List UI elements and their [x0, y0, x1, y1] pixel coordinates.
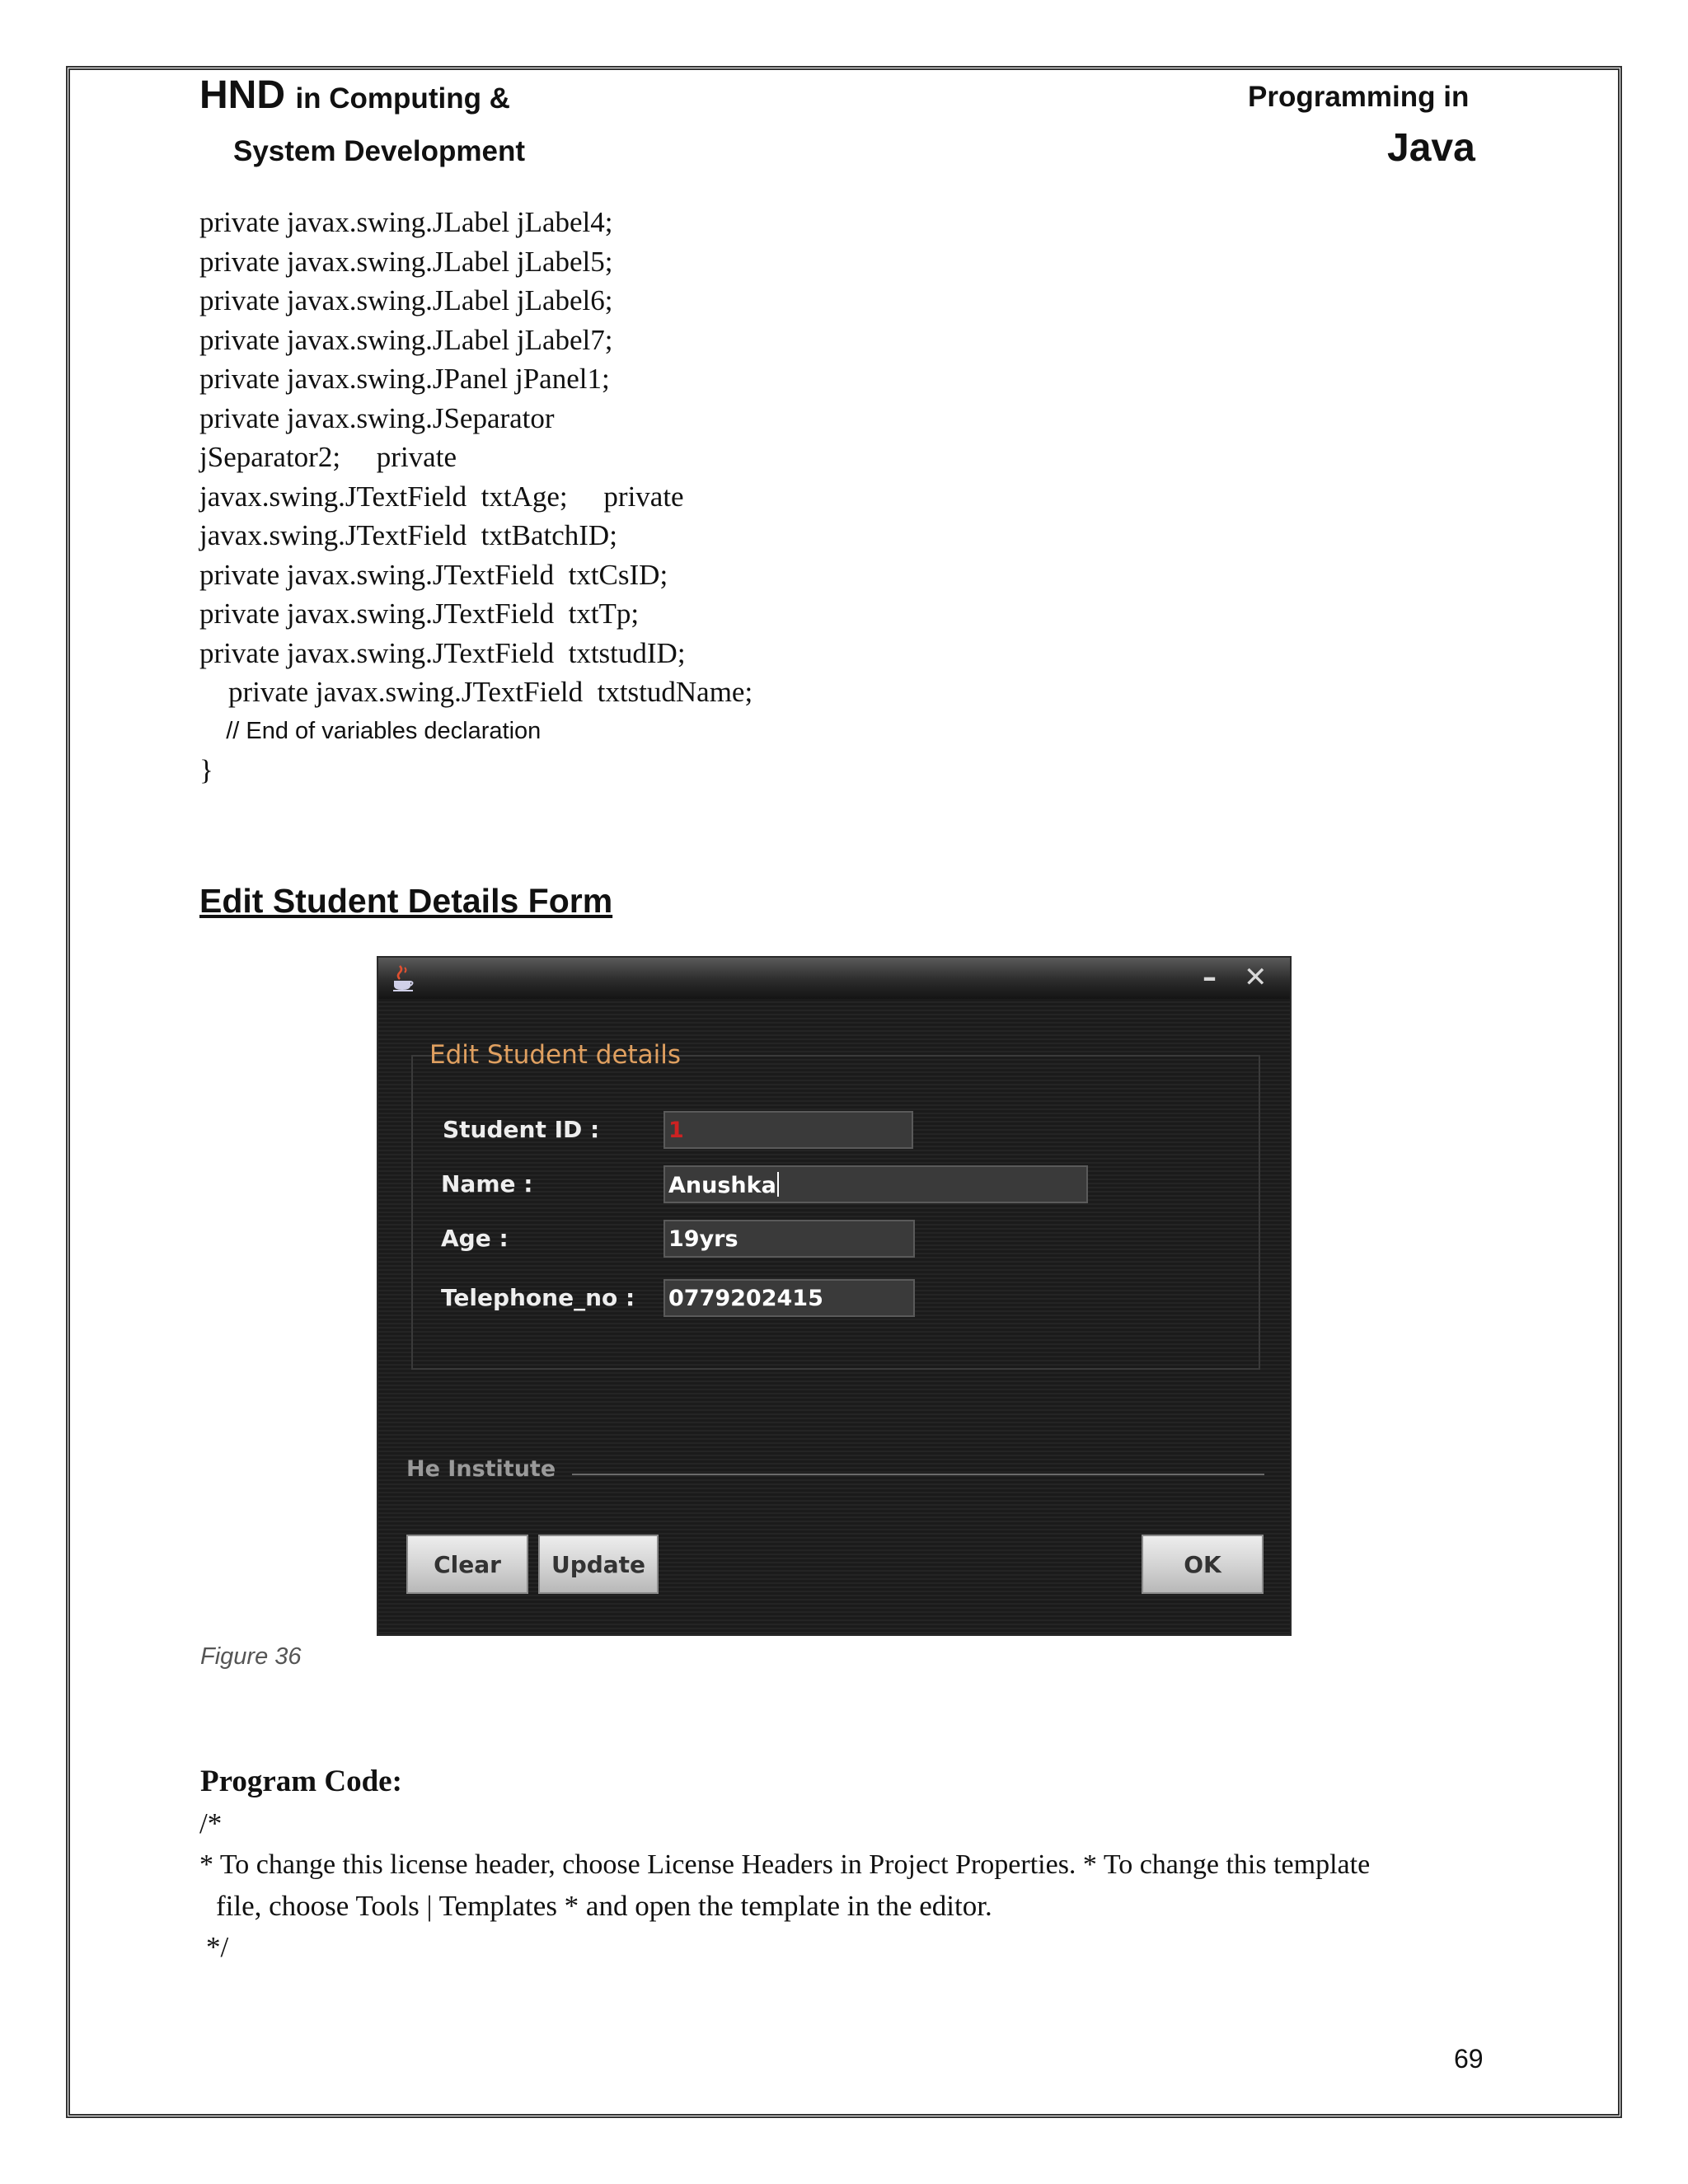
- name-label: Name :: [441, 1170, 533, 1197]
- code-comment: // End of variables declaration: [199, 717, 542, 744]
- window-titlebar[interactable]: [378, 958, 1290, 999]
- code-line: private javax.swing.JSeparator: [199, 401, 555, 434]
- section-title: Edit Student Details Form: [199, 882, 613, 920]
- code-line: javax.swing.JTextField txtBatchID;: [199, 519, 617, 551]
- telephone-field[interactable]: 0779202415: [663, 1279, 915, 1317]
- page-number: 69: [1454, 2044, 1484, 2074]
- program-code-line: /*: [199, 1807, 223, 1840]
- age-label: Age :: [441, 1225, 509, 1252]
- program-code-title: Program Code:: [200, 1765, 402, 1798]
- code-line: private javax.swing.JTextField txtstudName;: [199, 676, 753, 708]
- header-course: in Computing &: [295, 82, 510, 115]
- program-code-line: * To change this license header, choose License Headers in Project Properties. * To change this template: [199, 1849, 1371, 1880]
- code-line: private javax.swing.JTextField txtTp;: [199, 598, 640, 630]
- program-code-body: [199, 1803, 1518, 1968]
- program-code-line: file, choose Tools | Templates * and open the template in the editor.: [216, 1890, 992, 1922]
- clear-button[interactable]: Clear: [406, 1535, 528, 1594]
- header-hnd: HND: [199, 73, 285, 117]
- institute-separator: [572, 1474, 1264, 1475]
- code-line: }: [199, 754, 213, 786]
- code-line: private javax.swing.JTextField txtCsID;: [199, 558, 668, 591]
- student-id-field[interactable]: 1: [663, 1111, 913, 1149]
- header-left-line1: [199, 73, 510, 118]
- age-field[interactable]: 19yrs: [663, 1220, 915, 1258]
- code-line: private javax.swing.JLabel jLabel5;: [199, 245, 613, 278]
- java-cup-icon: [392, 964, 415, 992]
- program-code-line: */: [206, 1931, 229, 1963]
- student-details-group: [411, 1055, 1260, 1370]
- group-title: Edit Student details: [429, 1040, 682, 1070]
- institute-label: He Institute: [406, 1456, 556, 1482]
- ok-button[interactable]: OK: [1142, 1535, 1264, 1594]
- header-right-line2: Java: [1387, 126, 1475, 170]
- close-button[interactable]: ✕: [1244, 961, 1268, 994]
- name-field[interactable]: [663, 1165, 1088, 1203]
- update-button[interactable]: Update: [538, 1535, 659, 1594]
- header-right-line1: Programming in: [1248, 81, 1470, 113]
- telephone-label: Telephone_no :: [441, 1284, 635, 1311]
- header-left-line2: System Development: [233, 135, 526, 167]
- code-line: jSeparator2; private: [199, 441, 457, 473]
- code-block: [199, 203, 1436, 790]
- code-line: private javax.swing.JTextField txtstudID;: [199, 636, 686, 669]
- minimize-button[interactable]: –: [1203, 961, 1217, 994]
- student-id-label: Student ID :: [443, 1116, 600, 1143]
- text-caret: [777, 1172, 779, 1197]
- code-line: javax.swing.JTextField txtAge; private: [199, 480, 684, 513]
- edit-student-window: [377, 956, 1292, 1636]
- code-line: private javax.swing.JLabel jLabel6;: [199, 284, 613, 316]
- figure-caption: Figure 36: [200, 1643, 302, 1670]
- code-line: private javax.swing.JLabel jLabel7;: [199, 323, 613, 356]
- name-value: Anushka: [668, 1173, 776, 1198]
- code-line: private javax.swing.JLabel jLabel4;: [199, 206, 613, 238]
- code-line: private javax.swing.JPanel jPanel1;: [199, 363, 610, 395]
